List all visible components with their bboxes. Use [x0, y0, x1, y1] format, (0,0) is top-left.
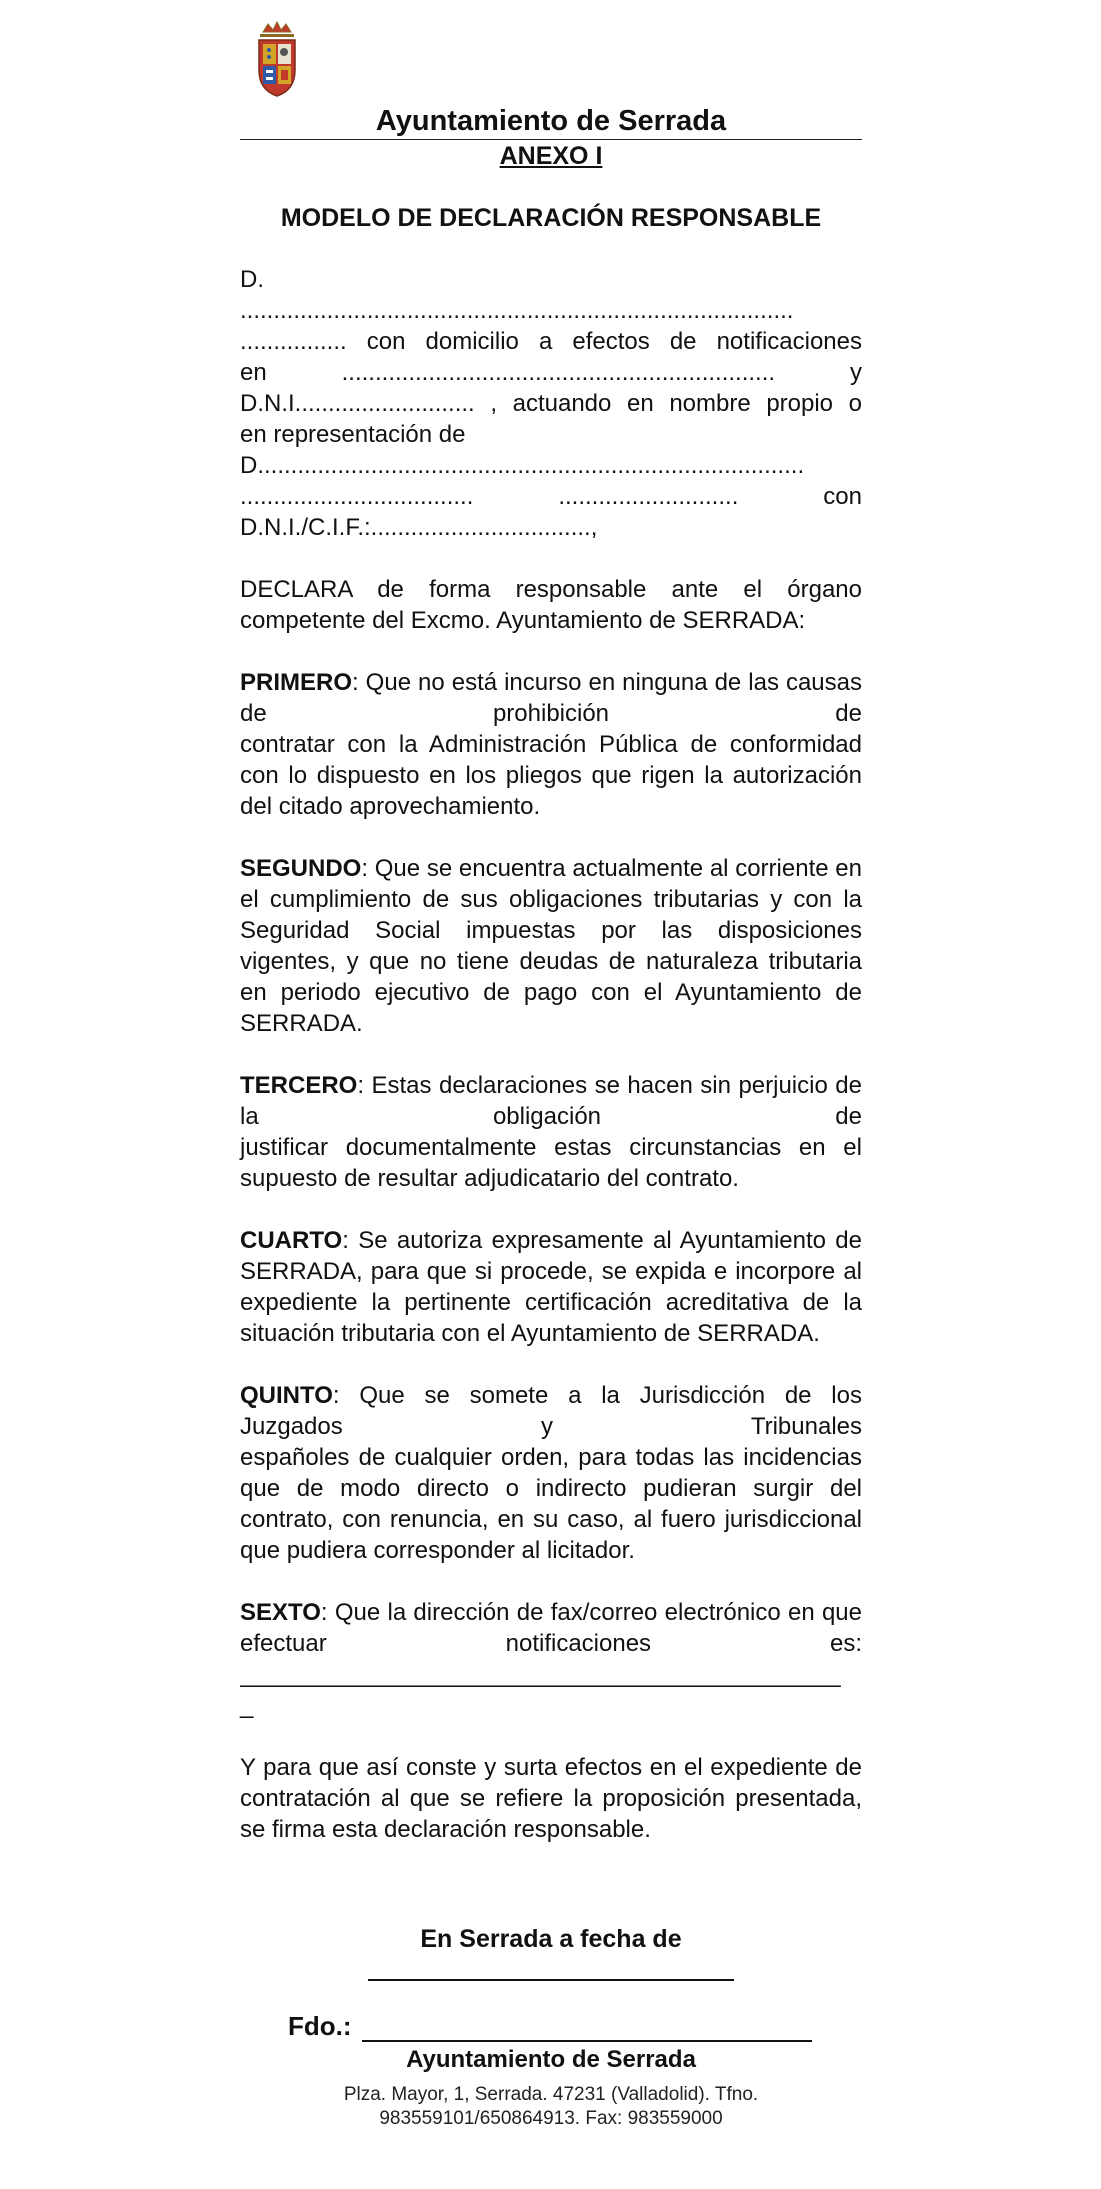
signature-blank-line: [362, 2040, 812, 2042]
form-line: D.N.I........................... , actuando en nombre propio o: [240, 390, 862, 417]
form-line: en ................................................................. y: [240, 359, 862, 386]
clause-primero: [240, 667, 862, 822]
clause-label: SEGUNDO: [240, 855, 362, 882]
clause-text: justificar documentalmente estas circunstancias en el supuesto de resultar adjudicatario del contrato.: [240, 1134, 862, 1192]
clause-text: contratar con la Administración Pública de conformidad con lo dispuesto en los pliegos que rigen la autorización del citado aprovechamiento.: [240, 731, 862, 820]
clause-text: : Estas declaraciones se hacen sin perjuicio de la obligación de: [240, 1072, 862, 1130]
clause-tercero: [240, 1070, 862, 1194]
clause-label: PRIMERO: [240, 669, 353, 696]
document-body: [240, 264, 862, 1876]
closing-statement: Y para que así conste y surta efectos en el expediente de contratación al que se refiere la proposición presentada, se firma esta declaración responsable.: [240, 1754, 862, 1843]
footer-address: Plza. Mayor, 1, Serrada. 47231 (Valladolid). Tfno. 983559101/650864913. Fax: 983559000: [343, 2084, 759, 2129]
form-line: ................................... ........................... con: [240, 483, 862, 510]
clause-segundo: [240, 853, 862, 1039]
declaration-intro: DECLARA de forma responsable ante el órgano competente del Excmo. Ayuntamiento de SERRADA:: [240, 576, 862, 634]
footer-title: Ayuntamiento de Serrada: [406, 2046, 696, 2073]
clause-text: : Que se encuentra actualmente al corriente en el cumplimiento de sus obligaciones tributarias y con la Seguridad Social impuestas por las disposiciones vigentes, y que no tiene deudas de naturaleza tributaria en periodo ejecutivo de pago con el Ayuntamiento de SERRADA.: [240, 855, 862, 1037]
form-line: en representación de: [240, 421, 466, 448]
municipality-title: Ayuntamiento de Serrada: [375, 105, 727, 137]
document-title: MODELO DE DECLARACIÓN RESPONSABLE: [280, 204, 822, 232]
contact-blank-line: _: [240, 1692, 254, 1719]
form-line: D..................................................................................: [240, 452, 805, 479]
clause-text: : Que se somete a la Jurisdicción de los Juzgados y Tribunales: [240, 1382, 862, 1440]
clause-text: españoles de cualquier orden, para todas las incidencias que de modo directo o indirecto pudieran surgir del contrato, con renuncia, en su caso, al fuero jurisdiccional que pudiera corresponder al licitador.: [240, 1444, 862, 1564]
clause-text: : Se autoriza expresamente al Ayuntamiento de SERRADA, para que si procede, se expida e incorpore al expediente la pertinente certificación acreditativa de la situación tributaria con el Ayuntamiento de SERRADA.: [240, 1227, 862, 1347]
clause-cuarto: [240, 1225, 862, 1349]
form-line: D.N.I./C.I.F.:.................................,: [240, 514, 598, 541]
signature-date-label: En Serrada a fecha de: [420, 1925, 682, 1953]
form-line: ...................................................................................: [240, 297, 794, 324]
contact-blank-line: _____________________________________________: [240, 1661, 841, 1688]
clause-text: : Que la dirección de fax/correo electrónico en que efectuar notificaciones es:: [240, 1599, 862, 1657]
date-blank-line: [368, 1979, 734, 1981]
municipal-coat-of-arms-icon: [254, 20, 300, 98]
clause-quinto: [240, 1380, 862, 1566]
clause-text: : Que no está incurso en ninguna de las causas de prohibición de: [240, 669, 862, 727]
clause-label: TERCERO: [240, 1072, 358, 1099]
clause-label: CUARTO: [240, 1227, 343, 1254]
declarant-form: [240, 264, 862, 543]
form-line: D.: [240, 266, 264, 293]
signature-label: Fdo.:: [288, 2011, 352, 2041]
clause-label: QUINTO: [240, 1382, 333, 1409]
clause-label: SEXTO: [240, 1599, 321, 1626]
annex-heading: ANEXO I: [499, 142, 603, 170]
clause-sexto: [240, 1597, 862, 1721]
header-divider: [240, 139, 862, 140]
form-line: ................ con domicilio a efectos de notificaciones: [240, 328, 862, 355]
